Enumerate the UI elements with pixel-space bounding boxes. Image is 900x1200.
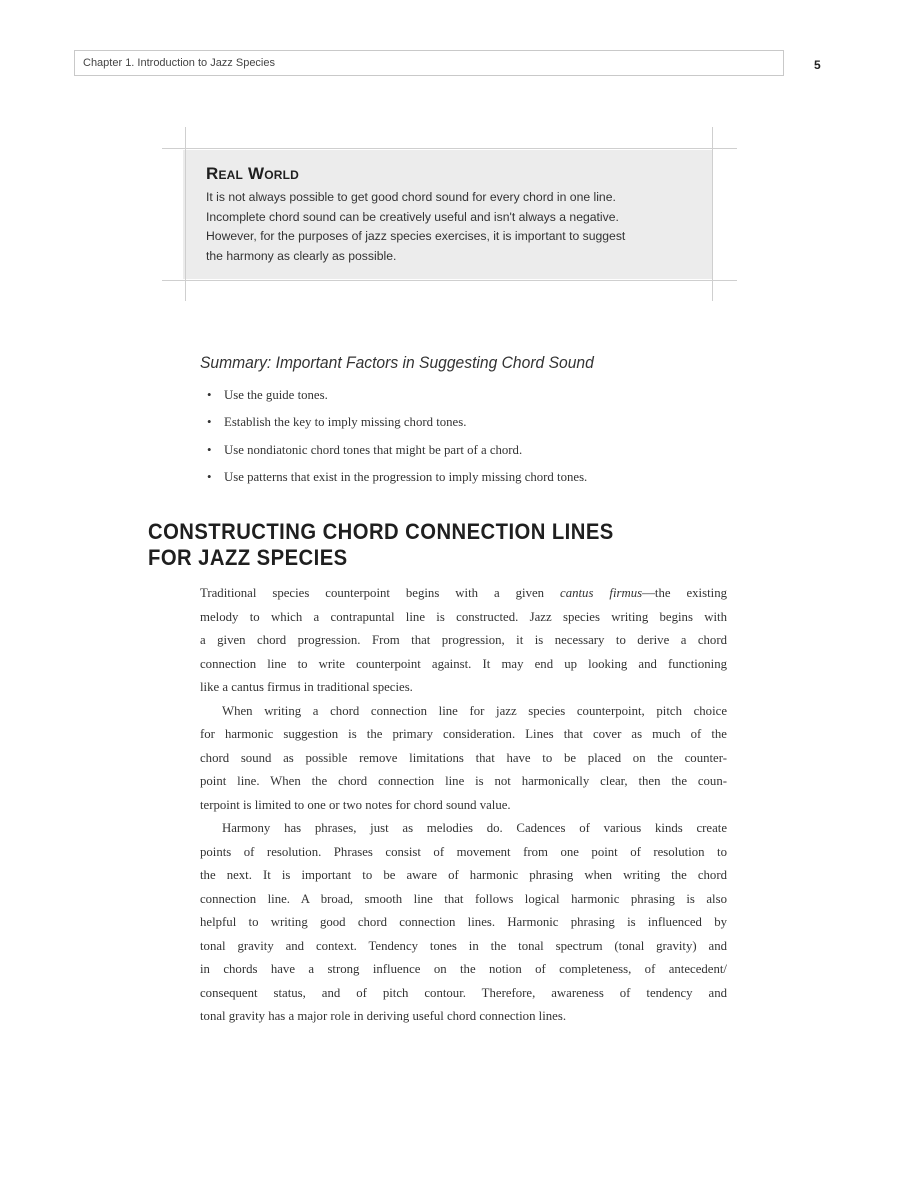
- callout-right-rule: [712, 127, 713, 301]
- list-item: [207, 410, 587, 437]
- text-run: Traditional species counterpoint begins with a given: [200, 586, 561, 600]
- paragraph-3-line: connection line. A broad, smooth line that follows logical harmonic phrasing is also: [200, 891, 727, 906]
- paragraph-1-line: [200, 582, 727, 606]
- list-item: [207, 438, 587, 465]
- callout-line: the harmony as clearly as possible.: [206, 249, 397, 264]
- bullet-icon: •: [207, 469, 212, 484]
- paragraph-3-line: tonal gravity has a major role in deriving useful chord connection lines.: [200, 1009, 567, 1023]
- paragraph-3-line: points of resolution. Phrases consist of movement from one point of resolution to: [200, 844, 727, 859]
- list-item-text: Use the guide tones.: [224, 388, 328, 402]
- callout-line: It is not always possible to get good chord sound for every chord in one line.: [206, 190, 616, 204]
- callout-line: However, for the purposes of jazz species exercises, it is important to suggest: [206, 229, 626, 244]
- paragraph-2-line: for harmonic suggestion is the primary consideration. Lines that cover as much of the: [200, 727, 727, 741]
- section-heading-line: CONSTRUCTING CHORD CONNECTION LINES: [148, 519, 614, 544]
- callout-left-rule: [185, 127, 186, 301]
- section-heading: [148, 519, 614, 571]
- paragraph-1-line: connection line to write counterpoint against. It may end up looking and functioning: [200, 656, 727, 671]
- running-header: [74, 50, 784, 76]
- paragraph-3-line: Harmony has phrases, just as melodies do. Cadences of various kinds create: [222, 821, 727, 835]
- paragraph-1-line: like a cantus firmus in traditional species.: [200, 680, 413, 694]
- emphasis-cantus-firmus: cantus firmus: [560, 586, 643, 600]
- paragraph-3-line: helpful to writing good chord connection lines. Harmonic phrasing is influenced by: [200, 915, 727, 929]
- bullet-icon: •: [207, 388, 212, 402]
- list-item-text: Establish the key to imply missing chord tones.: [224, 415, 467, 430]
- paragraph-2-line: When writing a chord connection line for jazz species counterpoint, pitch choice: [222, 703, 727, 718]
- bullet-icon: •: [207, 442, 212, 457]
- paragraph-2-line: terpoint is limited to one or two notes for chord sound value.: [200, 797, 511, 812]
- paragraph-2-line: point line. When the chord connection line is not harmonically clear, then the coun-: [200, 774, 727, 788]
- list-item-text: Use patterns that exist in the progression to imply missing chord tones.: [224, 469, 588, 484]
- paragraph-3-line: in chords have a strong influence on the notion of completeness, of antecedent/: [200, 962, 727, 976]
- summary-title: Summary: Important Factors in Suggesting Chord Sound: [200, 353, 594, 372]
- summary-list: [207, 383, 587, 492]
- paragraph-1-line: melody to which a contrapuntal line is constructed. Jazz species writing begins with: [200, 609, 727, 624]
- bullet-icon: •: [207, 415, 212, 430]
- list-item-text: Use nondiatonic chord tones that might be part of a chord.: [224, 442, 523, 457]
- list-item: [207, 383, 587, 410]
- callout-line: Incomplete chord sound can be creatively useful and isn't always a negative.: [206, 209, 619, 224]
- callout-body: [206, 188, 706, 267]
- paragraph-3-line: consequent status, and of pitch contour. Therefore, awareness of tendency and: [200, 985, 727, 1000]
- text-run: —the existing: [642, 586, 728, 600]
- section-heading-line: FOR JAZZ SPECIES: [148, 545, 348, 570]
- body-text: [200, 582, 727, 1029]
- callout-top-rule: [162, 148, 737, 149]
- list-item: [207, 465, 587, 492]
- paragraph-3-line: the next. It is important to be aware of harmonic phrasing when writing the chord: [200, 868, 727, 882]
- running-header-title: Chapter 1. Introduction to Jazz Species: [83, 57, 275, 69]
- callout-title: Real World: [206, 164, 300, 183]
- page-number: 5: [814, 58, 821, 72]
- paragraph-3-line: tonal gravity and context. Tendency tones in the tonal spectrum (tonal gravity) and: [200, 938, 727, 953]
- paragraph-2-line: chord sound as possible remove limitations that have to be placed on the counter-: [200, 750, 727, 765]
- paragraph-1-line: a given chord progression. From that progression, it is necessary to derive a chord: [200, 633, 727, 647]
- callout-bottom-rule: [162, 280, 737, 281]
